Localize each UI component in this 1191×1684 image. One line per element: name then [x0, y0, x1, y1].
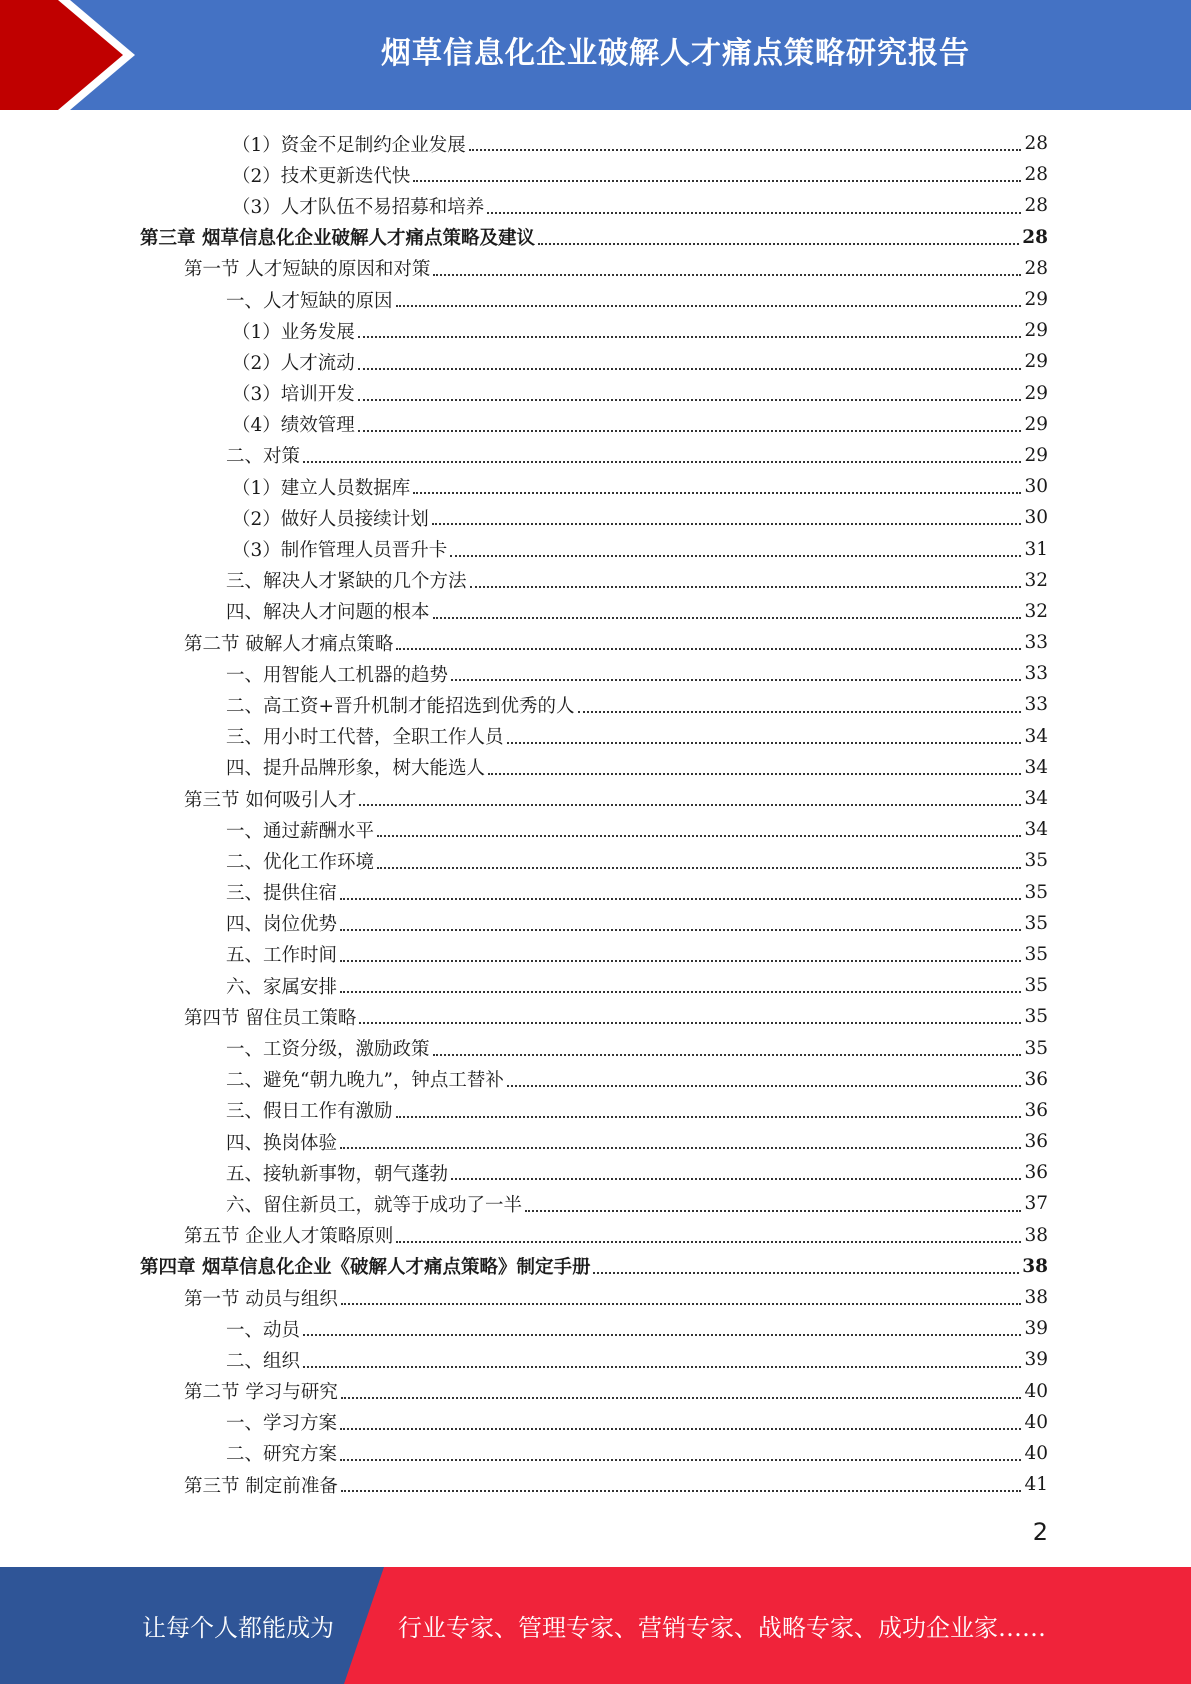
toc-entry-title: 二、组织 — [226, 1350, 301, 1372]
toc-entry[interactable] — [140, 1188, 1048, 1219]
toc-entry[interactable] — [140, 1407, 1048, 1438]
toc-dot-leader — [377, 866, 1021, 869]
toc-dot-leader — [488, 772, 1021, 775]
toc-dot-leader — [358, 429, 1022, 432]
toc-entry-page: 35 — [1024, 912, 1048, 934]
toc-dot-leader — [358, 335, 1022, 338]
toc-entry-title: 四、换岗体验 — [226, 1132, 338, 1154]
toc-dot-leader — [507, 741, 1022, 744]
toc-entry[interactable] — [140, 471, 1048, 502]
toc-entry[interactable] — [140, 970, 1048, 1001]
toc-entry-page: 35 — [1024, 881, 1048, 903]
toc-entry-page: 38 — [1024, 1224, 1048, 1246]
toc-entry-title: （3）人才队伍不易招募和培养 — [232, 196, 485, 218]
toc-entry-page: 36 — [1024, 1099, 1048, 1121]
toc-dot-leader — [340, 1146, 1021, 1149]
toc-entry-title: 第三节 如何吸引人才 — [184, 789, 357, 811]
toc-entry-page: 28 — [1024, 164, 1048, 186]
toc-entry[interactable] — [140, 1438, 1048, 1469]
page-header — [0, 0, 1191, 110]
toc-entry-page: 36 — [1024, 1162, 1048, 1184]
toc-entry-title: 五、工作时间 — [226, 945, 338, 967]
toc-dot-leader — [433, 616, 1022, 619]
toc-dot-leader — [303, 1365, 1021, 1368]
toc-entry-title: （1）业务发展 — [232, 321, 355, 343]
toc-entry-title: 第一节 人才短缺的原因和对策 — [184, 259, 431, 281]
toc-entry[interactable] — [140, 378, 1048, 409]
toc-entry-page: 30 — [1024, 476, 1048, 498]
toc-dot-leader — [341, 1489, 1022, 1492]
toc-entry[interactable] — [140, 596, 1048, 627]
toc-entry-title: 二、避免“朝九晚九”，钟点工替补 — [226, 1070, 504, 1092]
toc-entry[interactable] — [140, 1001, 1048, 1032]
toc-entry[interactable] — [140, 1157, 1048, 1188]
page-number: 2 — [1032, 1518, 1048, 1546]
toc-entry-title: （3）培训开发 — [232, 384, 355, 406]
toc-chapter-entry[interactable] — [140, 1251, 1048, 1282]
toc-dot-leader — [433, 273, 1021, 276]
toc-entry-page: 28 — [1024, 133, 1048, 155]
toc-entry-title: 第三节 制定前准备 — [184, 1475, 338, 1497]
toc-entry-title: 二、高工资+晋升机制才能招选到优秀的人 — [226, 695, 575, 717]
toc-entry[interactable] — [140, 1095, 1048, 1126]
toc-entry-title: 一、学习方案 — [226, 1413, 338, 1435]
toc-entry[interactable] — [140, 689, 1048, 720]
toc-entry-page: 38 — [1022, 1255, 1048, 1277]
toc-dot-leader — [451, 1177, 1021, 1180]
toc-entry-title: 三、假日工作有激励 — [226, 1101, 393, 1123]
table-of-contents — [140, 128, 1048, 1500]
toc-entry-title: 四、解决人才问题的根本 — [226, 602, 430, 624]
toc-entry-title: 二、研究方案 — [226, 1444, 338, 1466]
toc-entry[interactable] — [140, 1032, 1048, 1063]
toc-entry[interactable] — [140, 845, 1048, 876]
toc-entry-title: 六、留住新员工，就等于成功了一半 — [226, 1194, 523, 1216]
toc-entry[interactable] — [140, 253, 1048, 284]
toc-entry-title: 第一节 动员与组织 — [184, 1288, 338, 1310]
toc-entry[interactable] — [140, 783, 1048, 814]
toc-entry-page: 32 — [1024, 569, 1048, 591]
toc-entry-title: 二、对策 — [226, 446, 301, 468]
toc-entry-page: 29 — [1024, 289, 1048, 311]
toc-dot-leader — [396, 1240, 1021, 1243]
toc-entry-title: 一、动员 — [226, 1319, 301, 1341]
toc-dot-leader — [450, 554, 1021, 557]
toc-entry-page: 40 — [1024, 1442, 1048, 1464]
toc-entry[interactable] — [140, 1064, 1048, 1095]
toc-entry-page: 35 — [1024, 975, 1048, 997]
toc-entry-title: （2）做好人员接续计划 — [232, 508, 429, 530]
toc-entry[interactable] — [140, 721, 1048, 752]
toc-entry-page: 35 — [1024, 850, 1048, 872]
toc-entry-title: 一、通过薪酬水平 — [226, 820, 375, 842]
toc-entry-title: （3）制作管理人员晋升卡 — [232, 540, 448, 562]
toc-entry[interactable] — [140, 1469, 1048, 1500]
toc-entry-title: 第四章 烟草信息化企业《破解人才痛点策略》制定手册 — [140, 1257, 591, 1279]
toc-entry-page: 37 — [1024, 1193, 1048, 1215]
toc-entry-page: 41 — [1024, 1474, 1048, 1496]
toc-entry[interactable] — [140, 752, 1048, 783]
toc-dot-leader — [340, 1458, 1021, 1461]
toc-entry[interactable] — [140, 1220, 1048, 1251]
toc-entry-title: （1）资金不足制约企业发展 — [232, 134, 466, 156]
toc-dot-leader — [359, 803, 1021, 806]
toc-entry-page: 29 — [1024, 320, 1048, 342]
toc-dot-leader — [432, 522, 1022, 525]
toc-entry-page: 36 — [1024, 1068, 1048, 1090]
toc-entry-title: 三、用小时工代替，全职工作人员 — [226, 727, 504, 749]
toc-dot-leader — [340, 990, 1021, 993]
toc-entry-page: 29 — [1024, 413, 1048, 435]
toc-entry-page: 33 — [1024, 632, 1048, 654]
toc-chapter-entry[interactable] — [140, 222, 1048, 253]
toc-entry-title: 第五节 企业人才策略原则 — [184, 1226, 394, 1248]
footer-slogan-right: 行业专家、管理专家、营销专家、战略专家、成功企业家…… — [398, 1614, 1046, 1642]
toc-entry-page: 34 — [1024, 725, 1048, 747]
toc-dot-leader — [525, 1209, 1021, 1212]
toc-entry[interactable] — [140, 502, 1048, 533]
toc-dot-leader — [413, 179, 1021, 182]
toc-dot-leader — [538, 242, 1019, 245]
toc-entry[interactable] — [140, 1376, 1048, 1407]
toc-entry-page: 29 — [1024, 444, 1048, 466]
toc-dot-leader — [396, 304, 1022, 307]
toc-entry-page: 29 — [1024, 351, 1048, 373]
toc-dot-leader — [396, 1115, 1022, 1118]
toc-entry-title: 一、用智能人工机器的趋势 — [226, 664, 449, 686]
toc-entry-page: 28 — [1022, 226, 1048, 248]
toc-entry-page: 30 — [1024, 507, 1048, 529]
toc-entry-page: 33 — [1024, 663, 1048, 685]
toc-entry[interactable] — [140, 908, 1048, 939]
toc-entry[interactable] — [140, 1344, 1048, 1375]
toc-entry-page: 28 — [1024, 195, 1048, 217]
toc-entry[interactable] — [140, 627, 1048, 658]
toc-entry-page: 33 — [1024, 694, 1048, 716]
toc-entry[interactable] — [140, 1126, 1048, 1157]
toc-entry[interactable] — [140, 658, 1048, 689]
toc-entry-page: 35 — [1024, 1006, 1048, 1028]
toc-dot-leader — [341, 1302, 1022, 1305]
toc-entry-title: 一、工资分级，激励政策 — [226, 1039, 430, 1061]
page-footer — [0, 1567, 1191, 1684]
toc-entry-title: 六、家属安排 — [226, 976, 338, 998]
toc-entry[interactable] — [140, 814, 1048, 845]
toc-entry-title: 四、岗位优势 — [226, 914, 338, 936]
toc-dot-leader — [377, 834, 1021, 837]
toc-entry[interactable] — [140, 190, 1048, 221]
toc-entry[interactable] — [140, 877, 1048, 908]
toc-entry[interactable] — [140, 346, 1048, 377]
toc-dot-leader — [359, 1021, 1021, 1024]
toc-dot-leader — [470, 585, 1022, 588]
toc-entry-page: 35 — [1024, 1037, 1048, 1059]
toc-entry-title: 第四节 留住员工策略 — [184, 1007, 357, 1029]
toc-dot-leader — [340, 897, 1021, 900]
toc-dot-leader — [413, 491, 1021, 494]
toc-entry-page: 35 — [1024, 943, 1048, 965]
toc-entry-page: 39 — [1024, 1349, 1048, 1371]
toc-entry-title: （1）建立人员数据库 — [232, 477, 411, 499]
toc-entry[interactable] — [140, 1282, 1048, 1313]
toc-entry-title: 第二节 破解人才痛点策略 — [184, 633, 394, 655]
toc-entry-title: 第二节 学习与研究 — [184, 1382, 338, 1404]
report-title: 烟草信息化企业破解人才痛点策略研究报告 — [381, 36, 970, 71]
toc-dot-leader — [340, 1427, 1021, 1430]
footer-slogan-left: 让每个人都能成为 — [142, 1614, 334, 1642]
toc-entry[interactable] — [140, 284, 1048, 315]
header-arrow-decoration — [0, 0, 160, 110]
toc-entry-page: 28 — [1024, 257, 1048, 279]
toc-entry[interactable] — [140, 939, 1048, 970]
toc-entry-page: 39 — [1024, 1318, 1048, 1340]
toc-dot-leader — [593, 1271, 1019, 1274]
toc-dot-leader — [507, 1084, 1022, 1087]
toc-entry-title: 第三章 烟草信息化企业破解人才痛点策略及建议 — [140, 228, 535, 250]
toc-dot-leader — [303, 1333, 1021, 1336]
toc-entry-page: 34 — [1024, 788, 1048, 810]
toc-dot-leader — [433, 1053, 1022, 1056]
toc-entry-title: （2）人才流动 — [232, 352, 355, 374]
toc-entry-page: 38 — [1024, 1287, 1048, 1309]
toc-entry-page: 36 — [1024, 1131, 1048, 1153]
toc-entry[interactable] — [140, 159, 1048, 190]
toc-dot-leader — [487, 211, 1021, 214]
toc-entry-title: 四、提升品牌形象，树大能选人 — [226, 758, 486, 780]
toc-dot-leader — [358, 367, 1022, 370]
toc-entry-title: 二、优化工作环境 — [226, 851, 375, 873]
toc-entry-page: 29 — [1024, 382, 1048, 404]
toc-entry-page: 31 — [1024, 538, 1048, 560]
toc-entry-page: 32 — [1024, 600, 1048, 622]
toc-dot-leader — [358, 398, 1022, 401]
toc-entry-title: 三、解决人才紧缺的几个方法 — [226, 571, 467, 593]
toc-entry[interactable] — [140, 533, 1048, 564]
toc-entry[interactable] — [140, 315, 1048, 346]
toc-entry-title: （4）绩效管理 — [232, 415, 355, 437]
toc-entry-title: 一、人才短缺的原因 — [226, 290, 393, 312]
toc-entry[interactable] — [140, 565, 1048, 596]
toc-dot-leader — [341, 1396, 1022, 1399]
toc-dot-leader — [340, 928, 1021, 931]
toc-entry[interactable] — [140, 440, 1048, 471]
toc-entry-title: 五、接轨新事物，朝气蓬勃 — [226, 1163, 449, 1185]
toc-entry[interactable] — [140, 128, 1048, 159]
toc-dot-leader — [340, 959, 1021, 962]
toc-dot-leader — [451, 678, 1021, 681]
toc-dot-leader — [303, 460, 1021, 463]
toc-entry-title: （2）技术更新迭代快 — [232, 165, 411, 187]
toc-entry[interactable] — [140, 409, 1048, 440]
toc-entry-page: 40 — [1024, 1380, 1048, 1402]
toc-dot-leader — [396, 647, 1021, 650]
toc-entry-page: 40 — [1024, 1411, 1048, 1433]
toc-dot-leader — [578, 710, 1022, 713]
toc-entry[interactable] — [140, 1313, 1048, 1344]
toc-entry-page: 34 — [1024, 819, 1048, 841]
toc-entry-page: 34 — [1024, 756, 1048, 778]
toc-entry-title: 三、提供住宿 — [226, 883, 338, 905]
toc-dot-leader — [469, 148, 1022, 151]
